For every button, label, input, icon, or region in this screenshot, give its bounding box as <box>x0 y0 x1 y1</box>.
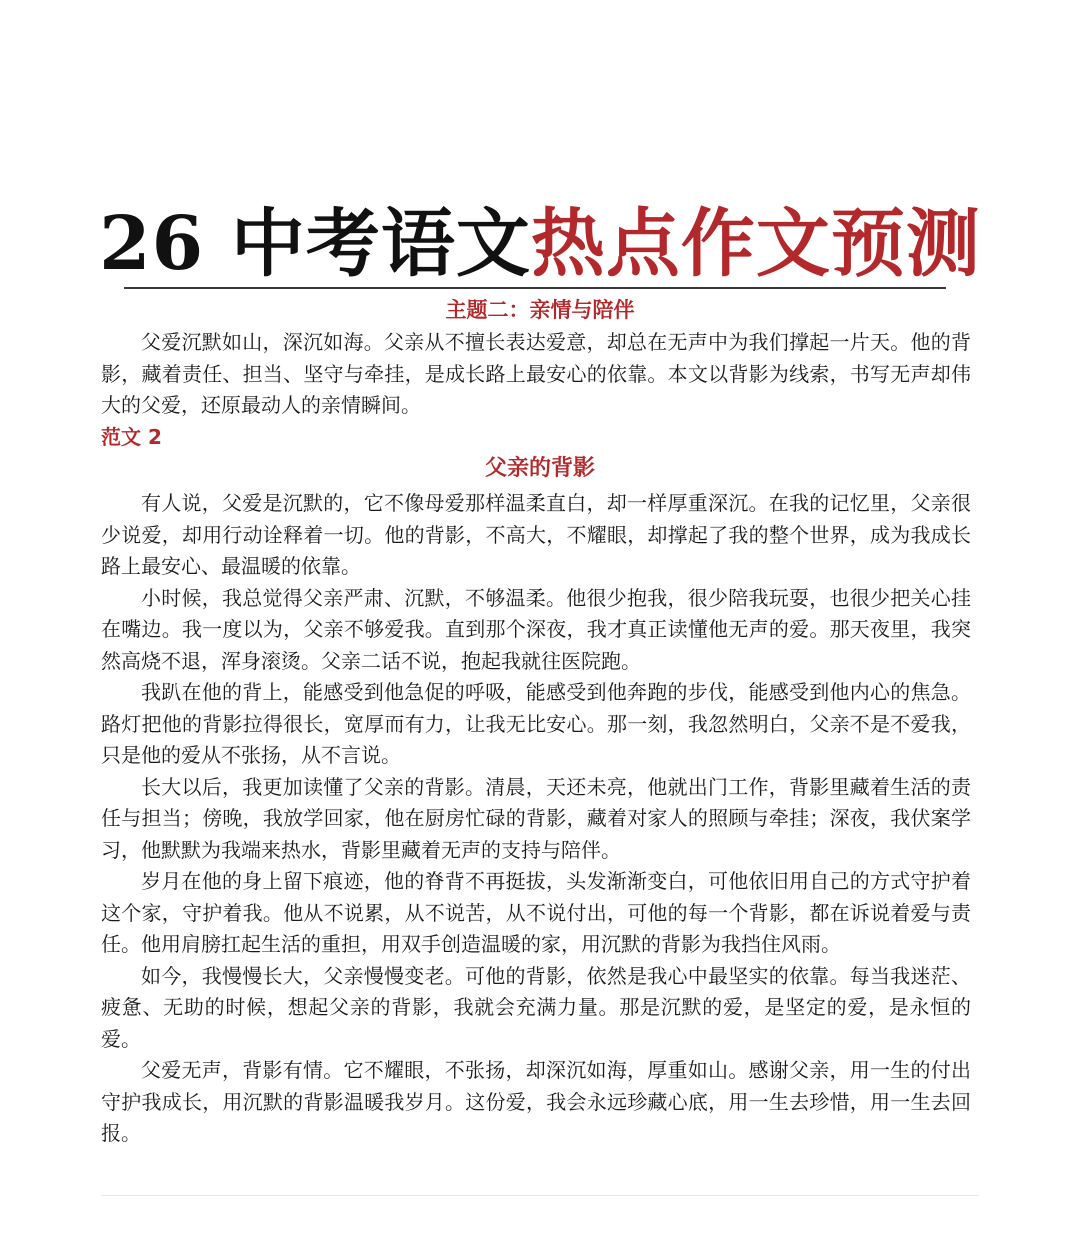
page-title <box>0 196 1080 292</box>
title-red-part: 热点作文预测 <box>530 201 981 287</box>
bottom-divider <box>101 1195 979 1196</box>
essay-paragraph: 我趴在他的背上，能感受到他急促的呼吸，能感受到他奔跑的步伐，能感受到他内心的焦急。路灯把他的背影拉得很长，宽厚而有力，让我无比安心。那一刻，我忽然明白，父亲不是不爱我，只是他的爱从不张扬，从不言说。 <box>101 680 971 767</box>
title-underline <box>124 287 946 289</box>
essay-title: 父亲的背影 <box>484 456 595 481</box>
essay-paragraph: 有人说，父爱是沉默的，它不像母爱那样温柔直白，却一样厚重深沉。在我的记忆里，父亲很少说爱，却用行动诠释着一切。他的背影，不高大，不耀眼，却撑起了我的整个世界，成为我成长路上最安心、最温暖的依靠。 <box>101 491 971 578</box>
sample-label: 范文 2 <box>101 425 162 449</box>
essay-paragraph: 岁月在他的身上留下痕迹，他的脊背不再挺拔，头发渐渐变白，可他依旧用自己的方式守护着这个家，守护着我。他从不说累，从不说苦，从不说付出，可他的每一个背影，都在诉说着爱与责任。他用肩膀扛起生活的重担，用双手创造温暖的家，用沉默的背影为我挡住风雨。 <box>101 869 971 956</box>
essay-body <box>101 488 971 1150</box>
title-black-part: 26 中考语文 <box>99 201 531 287</box>
essay-paragraph: 小时候，我总觉得父亲严肃、沉默，不够温柔。他很少抱我，很少陪我玩耍，也很少把关心挂在嘴边。我一度以为，父亲不够爱我。直到那个深夜，我才真正读懂他无声的爱。那天夜里，我突然高烧不退，浑身滚烫。父亲二话不说，抱起我就往医院跑。 <box>101 585 971 673</box>
essay-paragraph: 长大以后，我更加读懂了父亲的背影。清晨，天还未亮，他就出门工作，背影里藏着生活的责任与担当；傍晚，我放学回家，他在厨房忙碌的背影，藏着对家人的照顾与牵挂；深夜，我伏案学习，他默默为我端来热水，背影里藏着无声的支持与陪伴。 <box>101 774 971 862</box>
theme-heading: 主题二：亲情与陪伴 <box>445 298 635 322</box>
essay-paragraph: 如今，我慢慢长大，父亲慢慢变老。可他的背影，依然是我心中最坚实的依靠。每当我迷茫、疲惫、无助的时候，想起父亲的背影，我就会充满力量。那是沉默的爱，是坚定的爱，是永恒的爱。 <box>101 963 971 1051</box>
essay-paragraph: 父爱无声，背影有情。它不耀眼，不张扬，却深沉如海，厚重如山。感谢父亲，用一生的付出守护我成长，用沉默的背影温暖我岁月。这份爱，我会永远珍藏心底，用一生去珍惜，用一生去回报。 <box>101 1058 971 1145</box>
intro-section <box>101 327 971 422</box>
intro-paragraph: 父爱沉默如山，深沉如海。父亲从不擅长表达爱意，却总在无声中为我们撑起一片天。他的背影，藏着责任、担当、坚守与牵挂，是成长路上最安心的依靠。本文以背影为线索，书写无声却伟大的父爱，还原最动人的亲情瞬间。 <box>101 330 971 417</box>
